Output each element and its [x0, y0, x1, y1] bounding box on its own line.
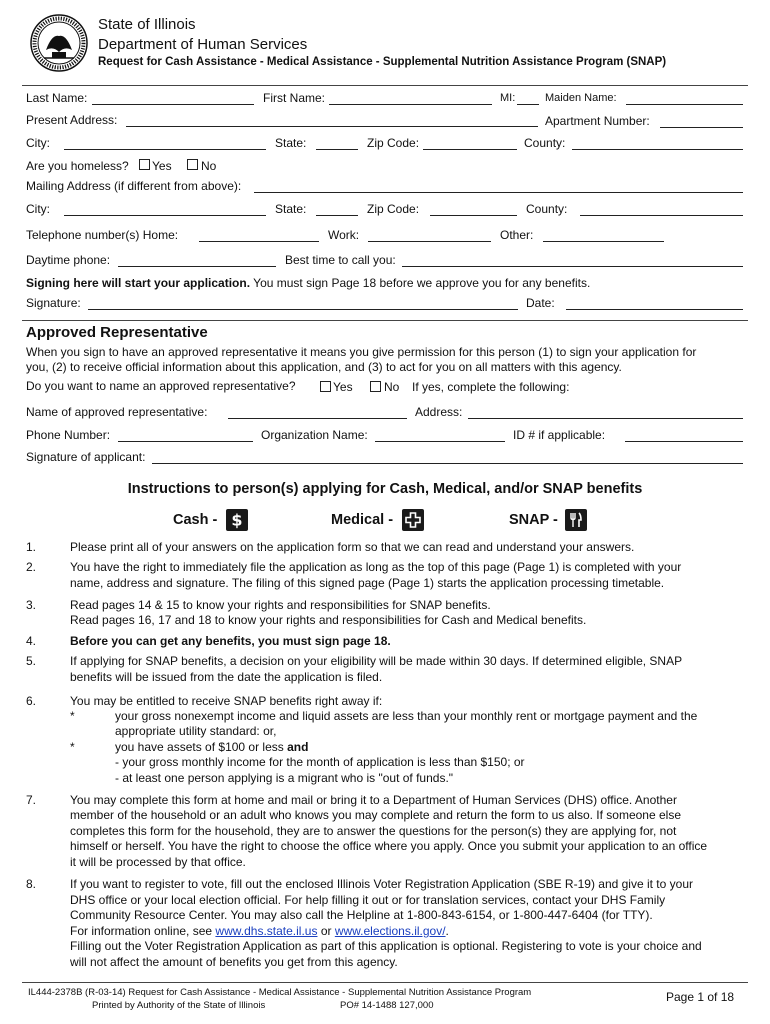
item-6-sub-1-line-2: appropriate utility standard: or,	[115, 724, 277, 738]
present-address-label: Present Address:	[26, 113, 118, 127]
representative-phone-field[interactable]	[118, 441, 253, 442]
mailing-city-field[interactable]	[64, 215, 266, 216]
item-6-bullet-1: *	[70, 709, 75, 723]
item-8-info-prefix: For information online, see	[70, 924, 213, 938]
representative-phone-label: Phone Number:	[26, 428, 111, 442]
applicant-signature-label: Signature of applicant:	[26, 450, 146, 464]
item-6-number: 6.	[26, 694, 37, 708]
item-8-line-4	[70, 924, 750, 940]
best-time-field[interactable]	[402, 266, 743, 267]
item-8-line-2: DHS office or your local election official. For help filling it out or for translation services, contact your DHS Family	[70, 893, 666, 907]
representative-address-label: Address:	[415, 405, 463, 419]
mailing-county-field[interactable]	[580, 215, 743, 216]
page-number: Page 1 of 18	[666, 990, 735, 1004]
apartment-number-field[interactable]	[660, 127, 743, 128]
date-label: Date:	[526, 296, 555, 310]
item-6-sub-4: - at least one person applying is a migrant who is "out of funds."	[115, 771, 454, 785]
footer-divider	[22, 982, 748, 983]
representative-if-yes: If yes, complete the following:	[412, 380, 570, 394]
homeless-question: Are you homeless?	[26, 159, 129, 173]
item-5-text-1: If applying for SNAP benefits, a decision on your eligibility will be made within 30 days. If determined eligible, SNAP	[70, 654, 683, 668]
state-label: State:	[275, 136, 307, 150]
illinois-state-seal-icon	[30, 14, 88, 72]
mailing-state-label: State:	[275, 202, 307, 216]
item-6-sub-1-line-1: your gross nonexempt income and liquid assets are less than your monthly rent or mortgage payment and the	[115, 709, 698, 723]
representative-description-2: you, (2) to receive official information about this application, and (3) to act for you on all matters with this agency.	[26, 360, 622, 374]
section-divider	[22, 320, 748, 321]
telephone-home-field[interactable]	[199, 241, 319, 242]
signature-field[interactable]	[88, 309, 518, 310]
mailing-address-label: Mailing Address (if different from above):	[26, 179, 242, 193]
first-name-field[interactable]	[329, 104, 492, 105]
id-number-field[interactable]	[625, 441, 743, 442]
item-7-line-2: member of the household or an adult who knows you may complete and return the form to us also. If someone else	[70, 808, 681, 822]
item-6-sub-2	[115, 740, 308, 754]
telephone-work-label: Work:	[328, 228, 360, 242]
mailing-city-label: City:	[26, 202, 50, 216]
item-2-text-1: You have the right to immediately file the application as long as the top of this page (Page 1) is completed with your	[70, 560, 682, 574]
item-8-line-5: Filling out the Voter Registration Application as part of this application is optional. Registering to vote is your choice and	[70, 939, 702, 953]
item-5-text-2: benefits will be issued from the date the application is filed.	[70, 670, 383, 684]
signing-notice-bold: Signing here will start your application.	[26, 276, 251, 290]
fork-knife-icon	[565, 509, 587, 531]
item-3-text-2: Read pages 16, 17 and 18 to know your rights and responsibilities for Cash and Medical benefits.	[70, 613, 587, 627]
representative-name-field[interactable]	[228, 418, 407, 419]
representative-address-field[interactable]	[468, 418, 743, 419]
item-3-text-1: Read pages 14 & 15 to know your rights and responsibilities for SNAP benefits.	[70, 598, 491, 612]
telephone-work-field[interactable]	[368, 241, 491, 242]
medical-program-label: Medical -	[331, 512, 394, 528]
mi-label: MI:	[500, 92, 516, 104]
representative-question: Do you want to name an approved representative?	[26, 379, 296, 393]
first-name-label: First Name:	[263, 91, 326, 105]
item-5-number: 5.	[26, 654, 37, 668]
homeless-no-label: No	[201, 159, 217, 173]
city-field[interactable]	[64, 149, 266, 150]
item-1-text: Please print all of your answers on the application form so that we can read and understand your answers.	[70, 540, 635, 554]
item-8-period: .	[445, 924, 449, 938]
representative-yes-checkbox[interactable]	[320, 381, 331, 392]
state-name: State of Illinois	[98, 16, 196, 33]
instructions-title: Instructions to person(s) applying for Cash, Medical, and/or SNAP benefits	[127, 481, 643, 497]
item-2-text-2: name, address and signature. The filing of this signed page (Page 1) starts the application processing timetable.	[70, 576, 665, 590]
signing-notice	[26, 276, 590, 290]
item-8-line-1: If you want to register to vote, fill out the enclosed Illinois Voter Registration Application (SBE R-19) and give it to your	[70, 877, 693, 891]
item-8-number: 8.	[26, 877, 37, 891]
present-address-field[interactable]	[126, 126, 538, 127]
maiden-name-field[interactable]	[626, 104, 743, 105]
item-8-or: or	[320, 924, 332, 938]
mailing-address-field[interactable]	[254, 192, 743, 193]
date-field[interactable]	[566, 309, 743, 310]
dhs-website-link[interactable]: www.dhs.state.il.us	[215, 924, 318, 938]
mailing-state-field[interactable]	[316, 215, 358, 216]
mailing-zip-label: Zip Code:	[367, 202, 420, 216]
item-6-sub-2-and: and	[287, 740, 309, 754]
item-8-line-6: will not affect the amount of benefits you get from this agency.	[70, 955, 398, 969]
item-3-number: 3.	[26, 598, 37, 612]
maiden-name-label: Maiden Name:	[545, 92, 617, 104]
organization-name-field[interactable]	[375, 441, 505, 442]
mailing-zip-field[interactable]	[430, 215, 517, 216]
item-2-number: 2.	[26, 560, 37, 574]
telephone-other-label: Other:	[500, 228, 534, 242]
telephone-home-label: Telephone number(s) Home:	[26, 228, 179, 242]
item-4-number: 4.	[26, 634, 37, 648]
homeless-yes-checkbox[interactable]	[139, 159, 150, 170]
state-field[interactable]	[316, 149, 358, 150]
cash-program-label: Cash -	[173, 512, 218, 528]
mi-field[interactable]	[517, 104, 539, 105]
telephone-other-field[interactable]	[543, 241, 664, 242]
item-6-text: You may be entitled to receive SNAP benefits right away if:	[70, 694, 383, 708]
dollar-icon	[226, 509, 248, 531]
homeless-no-checkbox[interactable]	[187, 159, 198, 170]
snap-program-label: SNAP -	[509, 512, 558, 528]
representative-description-1: When you sign to have an approved representative it means you give permission for this person (1) to sign your application for	[26, 345, 697, 359]
last-name-field[interactable]	[92, 104, 254, 105]
medical-cross-icon	[402, 509, 424, 531]
svg-text:$: $	[231, 511, 243, 529]
elections-website-link[interactable]: www.elections.il.gov/	[334, 924, 446, 938]
item-7-line-4: himself or herself. You have the right to choose the office where you apply. Once you submit your application to an office	[70, 839, 708, 853]
item-1-number: 1.	[26, 540, 37, 554]
header-divider	[22, 85, 748, 86]
homeless-yes-label: Yes	[152, 159, 172, 173]
department-name: Department of Human Services	[98, 36, 308, 53]
best-time-label: Best time to call you:	[285, 253, 396, 267]
organization-name-label: Organization Name:	[261, 428, 368, 442]
item-7-number: 7.	[26, 793, 37, 807]
representative-no-label: No	[384, 380, 400, 394]
footer-po: PO# 14-1488 127,000	[340, 1000, 434, 1011]
county-label: County:	[524, 136, 566, 150]
city-label: City:	[26, 136, 50, 150]
item-6-bullet-2: *	[70, 740, 75, 754]
mailing-county-label: County:	[526, 202, 568, 216]
item-6-sub-2-text: you have assets of $100 or less	[115, 740, 284, 754]
item-7-line-5: it will be processed by that office.	[70, 855, 246, 869]
form-title: Request for Cash Assistance - Medical Assistance - Supplemental Nutrition Assistance Program (SNAP)	[98, 56, 667, 68]
representative-name-label: Name of approved representative:	[26, 405, 208, 419]
item-4-text: Before you can get any benefits, you must sign page 18.	[70, 634, 391, 648]
item-8-line-3: Community Resource Center. You may also call the Helpline at 1-800-843-6154, or 1-800-447-6404 (for TTY).	[70, 908, 653, 922]
zip-field[interactable]	[423, 149, 517, 150]
representative-yes-label: Yes	[333, 380, 353, 394]
item-7-line-1: You may complete this form at home and mail or bring it to a Department of Human Services (DHS) office. Another	[70, 793, 677, 807]
zip-label: Zip Code:	[367, 136, 420, 150]
signing-notice-rest: You must sign Page 18 before we approve you for any benefits.	[253, 276, 591, 290]
apartment-number-label: Apartment Number:	[545, 114, 650, 128]
applicant-signature-field[interactable]	[152, 463, 743, 464]
signature-label: Signature:	[26, 296, 81, 310]
daytime-phone-label: Daytime phone:	[26, 253, 111, 267]
item-6-sub-3: - your gross monthly income for the month of application is less than $150; or	[115, 755, 525, 769]
id-number-label: ID # if applicable:	[513, 428, 606, 442]
county-field[interactable]	[572, 149, 743, 150]
daytime-phone-field[interactable]	[118, 266, 276, 267]
representative-no-checkbox[interactable]	[370, 381, 381, 392]
last-name-label: Last Name:	[26, 91, 88, 105]
footer-printed-by: Printed by Authority of the State of Illinois	[92, 1000, 266, 1011]
approved-representative-title: Approved Representative	[26, 324, 208, 341]
footer-form-id: IL444-2378B (R-03-14) Request for Cash Assistance - Medical Assistance - Supplemental Nutrition Assistance Program	[28, 987, 532, 998]
item-7-line-3: completes this form for the household, they are to answer the questions for the person(s) they are applying for, not	[70, 824, 677, 838]
